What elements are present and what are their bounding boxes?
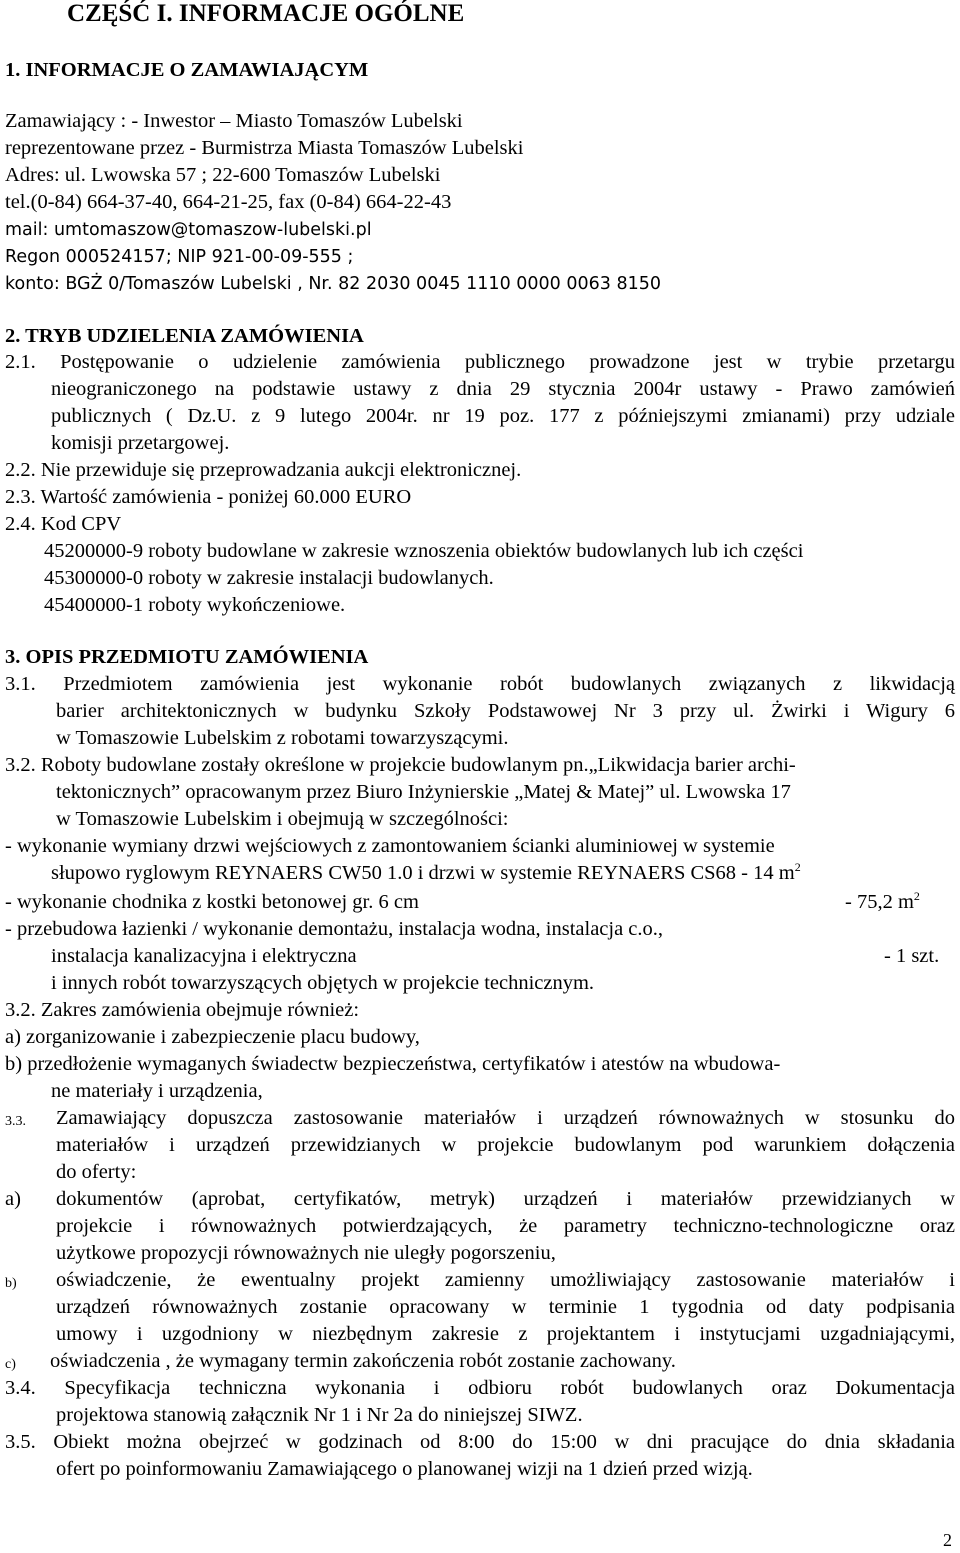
quantity: - 1 szt. xyxy=(884,945,940,967)
text-line: oświadczenie, że ewentualny projekt zamienny umożliwiający zastosowanie materiałów i xyxy=(56,1269,955,1291)
text-line: reprezentowane przez - Burmistrza Miasta Tomaszów Lubelski xyxy=(5,137,524,159)
text-line: Adres: ul. Lwowska 57 ; 22-600 Tomaszów Lubelski xyxy=(5,164,441,186)
list-item-cont: i innych robót towarzyszących objętych w projekcie technicznym. xyxy=(51,972,595,994)
text-line: 2.1. Postępowanie o udzielenie zamówienia publicznego prowadzone jest w trybie przetargu xyxy=(5,351,955,373)
text-line: dokumentów (aprobat, certyfikatów, metryk) urządzeń i materiałów przewidzianych w xyxy=(56,1188,955,1210)
cpv-line: 45200000-9 roboty budowlane w zakresie wznoszenia obiektów budowlanych lub ich części xyxy=(44,540,804,562)
text-line: Regon 000524157; NIP 921-00-09-555 ; xyxy=(5,247,354,267)
text-line: barier architektonicznych w budynku Szkoły Podstawowej Nr 3 przy ul. Żwirki i Wigury 6 xyxy=(56,700,955,722)
text-line: Zamawiający dopuszcza zastosowanie materiałów i urządzeń równoważnych w stosunku do xyxy=(56,1107,955,1129)
text-line: konto: BGŻ 0/Tomaszów Lubelski , Nr. 82 2030 0045 1110 0000 0063 8150 xyxy=(5,274,661,294)
list-item: a) zorganizowanie i zabezpieczenie placu budowy, xyxy=(5,1026,420,1048)
list-item-cont: słupowo ryglowym REYNAERS CW50 1.0 i drzwi w systemie REYNAERS CS68 - 14 $m^2$ xyxy=(51,860,801,884)
text-line: 2.2. Nie przewiduje się przeprowadzania aukcji elektronicznej. xyxy=(5,459,522,481)
text-line: publicznych ( Dz.U. z 9 lutego 2004r. nr 19 poz. 177 z późniejszymi zmianami) przy udziale xyxy=(51,405,955,427)
text-line: oświadczenia , że wymagany termin zakończenia robót zostanie zachowany. xyxy=(50,1350,676,1372)
text-line: projekcie i równoważnych potwierdzających, że parametry techniczno-technologiczne oraz xyxy=(56,1215,955,1237)
text-line: urządzeń równoważnych zostanie opracowany w terminie 1 tygodnia od daty podpisania xyxy=(56,1296,955,1318)
text-line: 3.2. Roboty budowlane zostały określone w projekcie budowlanym pn.„Likwidacja barier archi- xyxy=(5,754,796,776)
text-line: ofert po poinformowaniu Zamawiającego o planowanej wizji na 1 dzień przed wizją. xyxy=(56,1458,753,1480)
section-1-title: 1. INFORMACJE O ZAMAWIAJĄCYM xyxy=(5,59,369,81)
text-line: użytkowe propozycji równoważnych nie uległy pogorszeniu, xyxy=(56,1242,556,1264)
section-3-title: 3. OPIS PRZEDMIOTU ZAMÓWIENIA xyxy=(5,646,369,668)
text-line: tel.(0-84) 664-37-40, 664-21-25, fax (0-84) 664-22-43 xyxy=(5,191,452,213)
list-item-cont: ne materiały i urządzenia, xyxy=(51,1080,263,1102)
text-line: 3.4. Specyfikacja techniczna wykonania i odbioru robót budowlanych oraz Dokumentacja xyxy=(5,1377,955,1399)
item-letter: c) xyxy=(5,1357,16,1372)
page-heading: CZĘŚĆ I. INFORMACJE OGÓLNE xyxy=(67,0,465,27)
item-letter: b) xyxy=(5,1276,17,1291)
quantity: - 75,2 $m^2$ xyxy=(845,889,920,913)
text-line: projektowa stanowią załącznik Nr 1 i Nr 2a do niniejszej SIWZ. xyxy=(56,1404,583,1426)
text-line: tektonicznych” opracowanym przez Biuro Inżynierskie „Matej & Matej” ul. Lwowska 17 xyxy=(56,781,791,803)
cpv-line: 45300000-0 roboty w zakresie instalacji budowlanych. xyxy=(44,567,494,589)
text-line: w Tomaszowie Lubelskim z robotami towarzyszącymi. xyxy=(56,727,509,749)
text-line: Zamawiający : - Inwestor – Miasto Tomaszów Lubelski xyxy=(5,110,463,132)
superscript: 2 xyxy=(913,889,920,904)
text-line: do oferty: xyxy=(56,1161,137,1183)
text-line: 2.4. Kod CPV xyxy=(5,513,122,535)
list-item-cont: instalacja kanalizacyjna i elektryczna xyxy=(51,945,357,967)
cpv-line: 45400000-1 roboty wykończeniowe. xyxy=(44,594,346,616)
text-line: 3.5. Obiekt można obejrzeć w godzinach od 8:00 do 15:00 w dni pracujące do dnia składania xyxy=(5,1431,955,1453)
list-item: b) przedłożenie wymaganych świadectw bezpieczeństwa, certyfikatów i atestów na wbudowa- xyxy=(5,1053,781,1075)
text-line: 3.2. Zakres zamówienia obejmuje również: xyxy=(5,999,360,1021)
section-2-title: 2. TRYB UDZIELENIA ZAMÓWIENIA xyxy=(5,325,364,347)
superscript: 2 xyxy=(794,860,801,875)
item-number: 3.3. xyxy=(5,1114,26,1129)
text-line: 3.1. Przedmiotem zamówienia jest wykonanie robót budowlanych związanych z likwidacją xyxy=(5,673,955,695)
text-line: materiałów i urządzeń przewidzianych w projekcie budowlanym pod warunkiem dołączenia xyxy=(56,1134,955,1156)
email-line: mail: umtomaszow@tomaszow-lubelski.pl xyxy=(5,220,372,240)
text-line: komisji przetargowej. xyxy=(51,432,230,454)
text-line: 2.3. Wartość zamówienia - poniżej 60.000 EURO xyxy=(5,486,412,508)
text-line: w Tomaszowie Lubelskim i obejmują w szczególności: xyxy=(56,808,509,830)
text-line: nieograniczonego na podstawie ustawy z dnia 29 stycznia 2004r ustawy - Prawo zamówień xyxy=(51,378,955,400)
list-item: - wykonanie chodnika z kostki betonowej gr. 6 cm xyxy=(5,891,419,913)
list-item: - wykonanie wymiany drzwi wejściowych z zamontowaniem ścianki aluminiowej w systemie xyxy=(5,835,775,857)
list-item: - przebudowa łazienki / wykonanie demontażu, instalacja wodna, instalacja c.o., xyxy=(5,918,664,940)
item-letter: a) xyxy=(5,1188,21,1210)
text-line: umowy i uzgodniony w niezbędnym zakresie z projektantem i instytucjami uzgadniającymi, xyxy=(56,1323,955,1345)
page-number: 2 xyxy=(943,1530,952,1550)
